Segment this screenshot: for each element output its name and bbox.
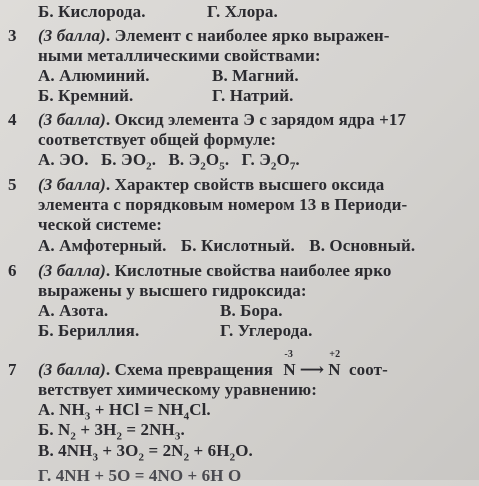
q6-number: 6: [8, 261, 17, 280]
q2-option-b: Б. Кислорода.: [38, 2, 146, 21]
q6-points: (3 балла): [38, 261, 106, 280]
q7-n-right: +2 N: [328, 349, 341, 379]
q5-options-row: [38, 236, 415, 256]
q5-option-b: Б. Кислотный.: [180, 236, 295, 255]
q4-option-a: А. ЭО.: [38, 150, 89, 169]
q7-text-1-end: соот-: [349, 360, 388, 379]
q7-text-2: ветствует химическому уравнению:: [38, 380, 317, 399]
q6-option-b: Б. Бериллия.: [38, 321, 140, 340]
q3-option-b: Б. Кремний.: [38, 86, 134, 105]
q5-text-3: ческой системе:: [38, 215, 163, 234]
q3-text-1: . Элемент с наиболее ярко выражен-: [105, 26, 390, 45]
q5-points: (3 балла): [38, 175, 106, 194]
q4-options-row: [38, 150, 300, 173]
q4-number: 4: [8, 110, 17, 129]
q3-number: 3: [8, 26, 17, 45]
q7-text-1: . Схема превращения: [105, 360, 274, 379]
q3-option-a: А. Алюминий.: [38, 66, 150, 85]
q3-option-g: Г. Натрий.: [212, 86, 294, 105]
q5-option-v: В. Основный.: [309, 236, 416, 255]
q6-option-a: А. Азота.: [38, 301, 109, 320]
q4-option-v: В. $Э_2О_5$.: [168, 150, 230, 173]
q3-text-2: ными металлическими свойствами:: [38, 46, 321, 65]
q4-option-g: Г. $Э_2О_7$.: [241, 150, 300, 173]
q7-option-v: В. $4NH_3 + 3O_2 = 2N_2 + 6H_2O$.: [38, 441, 253, 464]
q5-option-a: А. Амфотерный.: [38, 236, 167, 255]
q6-option-g: Г. Углерода.: [220, 321, 313, 340]
q5-number: 5: [8, 175, 17, 194]
q7-option-b: Б. $N_2 + 3H_2 = 2NH_3$.: [38, 420, 185, 443]
q5-text-2: элемента с порядковым номером 13 в Периоди-: [38, 195, 408, 214]
q7-points: (3 балла): [38, 360, 106, 379]
q3-points: (3 балла): [38, 26, 106, 45]
q4-text-1: . Оксид элемента Э с зарядом ядра +17: [105, 110, 407, 129]
q6-text-2: выражены у высшего гидроксида:: [38, 281, 307, 300]
q3-option-v: В. Магний.: [212, 66, 299, 85]
q7-number: 7: [8, 360, 17, 379]
q4-text-2: соответствует общей формуле:: [38, 130, 277, 149]
q2-options-row: [38, 2, 146, 22]
q4-points: (3 балла): [38, 110, 106, 129]
q7-option-g-cut: Г. 4NH + 5O = 4NO + 6H O: [38, 466, 242, 485]
q7-arrow: ⟶: [299, 360, 325, 379]
q5-text-1: . Характер свойств высшего оксида: [105, 175, 385, 194]
q6-option-v: В. Бора.: [220, 301, 283, 320]
q4-option-b: Б. $ЭО_2$.: [100, 150, 157, 173]
q6-text-1: . Кислотные свойства наиболее ярко: [105, 261, 392, 280]
q7-n-left: -3 N: [283, 349, 296, 379]
q7-option-a: А. $NH_3$ + HCl = $NH_4Cl$.: [38, 400, 211, 423]
q2-option-g: Г. Хлора.: [207, 2, 278, 21]
